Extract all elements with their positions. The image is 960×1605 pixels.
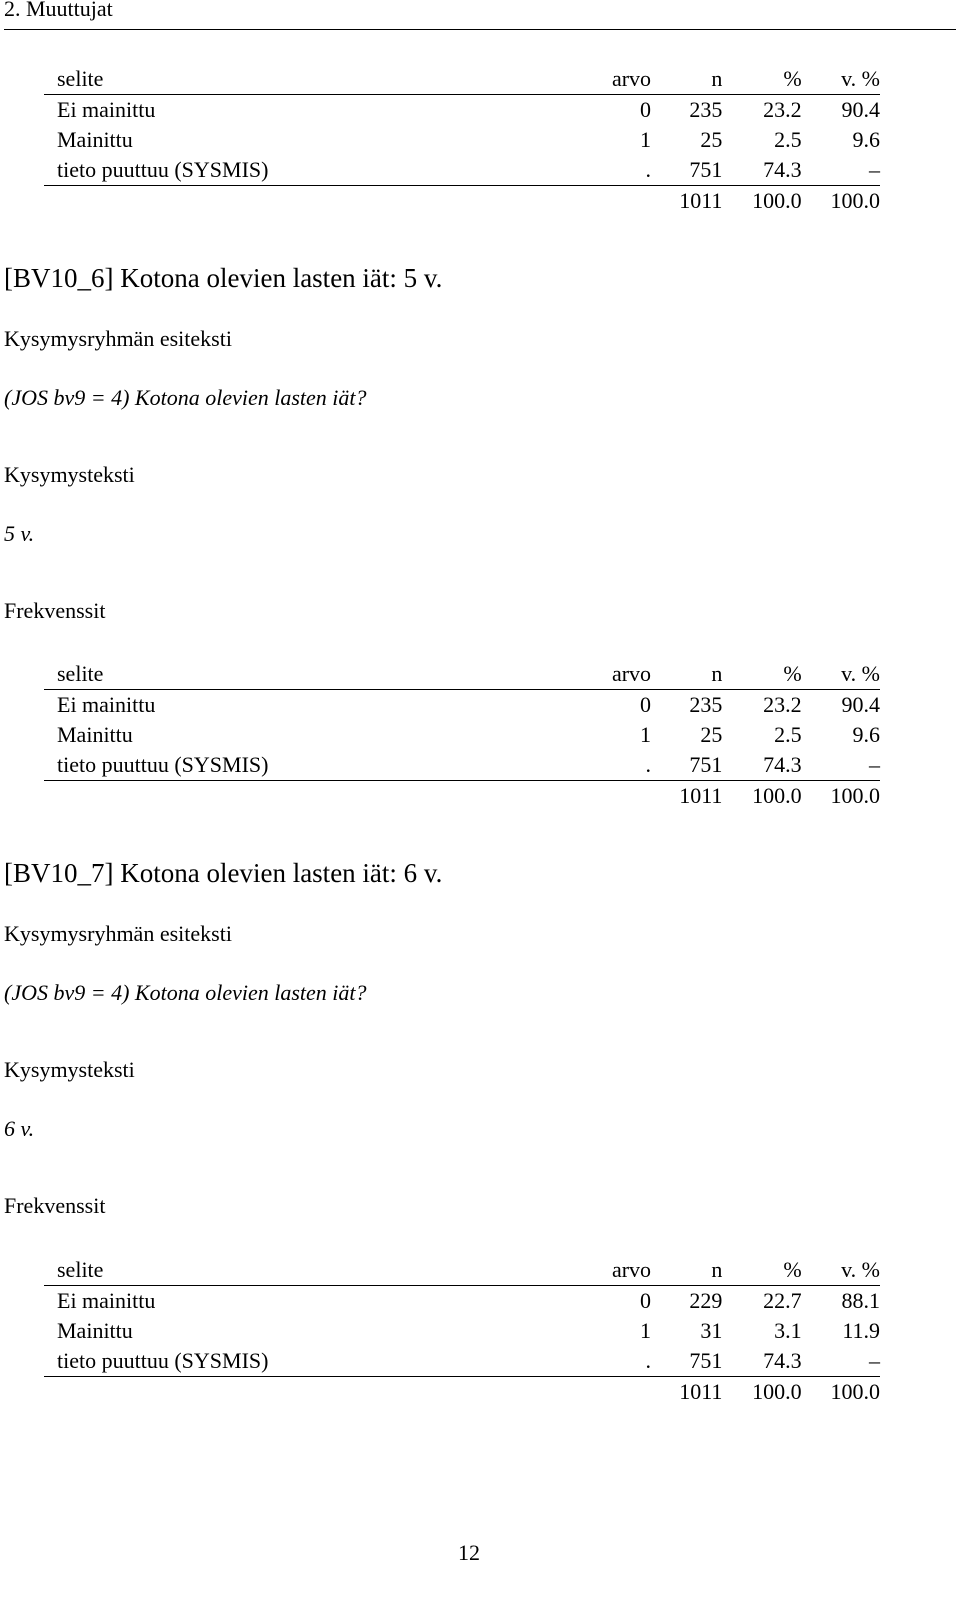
cell-selite: Ei mainittu (57, 97, 156, 122)
cell-total-vpct: 100.0 (830, 783, 880, 808)
cell-total-vpct: 100.0 (830, 1379, 880, 1404)
col-n: n (651, 64, 722, 95)
cell-total-n: 1011 (679, 1379, 723, 1404)
table-row (44, 720, 880, 750)
cell-selite: tieto puuttuu (SYSMIS) (44, 155, 606, 186)
col-vpct: v. % (802, 64, 880, 95)
cell-vpct: 9.6 (852, 127, 880, 152)
table-row (44, 125, 880, 155)
cell-pct: 2.5 (774, 127, 802, 152)
question-text: 6 v. (4, 1116, 35, 1141)
cell-arvo: 1 (640, 127, 652, 152)
col-arvo: arvo (606, 1255, 651, 1286)
cell-total-n: 1011 (679, 188, 723, 213)
cell-n: 25 (700, 127, 723, 152)
cell-selite: tieto puuttuu (SYSMIS) (44, 750, 606, 781)
cell-arvo: 0 (640, 692, 652, 717)
cell-vpct: 90.4 (841, 692, 880, 717)
cell-n: 31 (700, 1318, 723, 1343)
col-pct: % (722, 659, 801, 690)
col-pct: % (722, 64, 801, 95)
cell-selite: Mainittu (57, 127, 133, 152)
group-text: (JOS bv9 = 4) Kotona olevien lasten iät? (4, 385, 367, 410)
cell-total-pct: 100.0 (752, 1379, 802, 1404)
cell-vpct: 90.4 (841, 97, 880, 122)
col-arvo: arvo (606, 659, 651, 690)
cell-selite: Ei mainittu (57, 692, 156, 717)
cell-n: 751 (651, 750, 722, 781)
cell-n: 235 (689, 97, 723, 122)
col-selite: selite (44, 1255, 606, 1286)
cell-arvo: 0 (640, 1288, 652, 1313)
frequencies-heading: Frekvenssit (4, 1193, 106, 1218)
table-row (44, 1316, 880, 1346)
page-header: 2. Muuttujat (4, 0, 113, 21)
table-row (44, 155, 880, 186)
col-n: n (651, 1255, 722, 1286)
cell-n: 751 (651, 1346, 722, 1377)
cell-vpct: – (802, 1346, 880, 1377)
table-row (44, 690, 880, 721)
table-total-row (44, 781, 880, 812)
frequency-table-2 (44, 659, 880, 811)
col-selite: selite (44, 659, 606, 690)
cell-vpct: 88.1 (841, 1288, 880, 1313)
cell-n: 25 (700, 722, 723, 747)
table-header-row (44, 1255, 880, 1286)
table-total-row (44, 1377, 880, 1408)
cell-pct: 74.3 (722, 1346, 801, 1377)
table-row (44, 1286, 880, 1317)
cell-pct: 74.3 (722, 750, 801, 781)
page-number: 12 (458, 1540, 480, 1565)
cell-arvo: . (606, 1346, 651, 1377)
cell-selite: Mainittu (57, 1318, 133, 1343)
cell-vpct: – (802, 155, 880, 186)
cell-selite: Mainittu (57, 722, 133, 747)
cell-pct: 2.5 (774, 722, 802, 747)
cell-selite: Ei mainittu (57, 1288, 156, 1313)
table-header-row (44, 659, 880, 690)
cell-arvo: 0 (640, 97, 652, 122)
cell-vpct: 9.6 (852, 722, 880, 747)
col-arvo: arvo (606, 64, 651, 95)
group-text-heading: Kysymysryhmän esiteksti (4, 326, 232, 351)
header-rule (4, 29, 956, 30)
cell-vpct: – (802, 750, 880, 781)
question-text-heading: Kysymysteksti (4, 462, 135, 487)
cell-arvo: . (606, 750, 651, 781)
cell-total-pct: 100.0 (752, 188, 802, 213)
cell-total-pct: 100.0 (752, 783, 802, 808)
cell-pct: 23.2 (763, 692, 802, 717)
frequency-table-1 (44, 64, 880, 216)
section-title: [BV10_6] Kotona olevien lasten iät: 5 v. (4, 263, 443, 293)
col-vpct: v. % (802, 659, 880, 690)
cell-n: 751 (651, 155, 722, 186)
cell-arvo: . (606, 155, 651, 186)
question-text-heading: Kysymysteksti (4, 1057, 135, 1082)
cell-pct: 23.2 (763, 97, 802, 122)
cell-arvo: 1 (640, 1318, 652, 1343)
col-selite: selite (44, 64, 606, 95)
group-text: (JOS bv9 = 4) Kotona olevien lasten iät? (4, 980, 367, 1005)
cell-total-vpct: 100.0 (830, 188, 880, 213)
cell-pct: 74.3 (722, 155, 801, 186)
cell-pct: 22.7 (763, 1288, 802, 1313)
table-total-row (44, 186, 880, 217)
cell-selite: tieto puuttuu (SYSMIS) (44, 1346, 606, 1377)
cell-n: 229 (689, 1288, 723, 1313)
cell-arvo: 1 (640, 722, 652, 747)
col-vpct: v. % (802, 1255, 880, 1286)
frequencies-heading: Frekvenssit (4, 598, 106, 623)
cell-pct: 3.1 (774, 1318, 802, 1343)
table-row (44, 1346, 880, 1377)
cell-n: 235 (689, 692, 723, 717)
group-text-heading: Kysymysryhmän esiteksti (4, 921, 232, 946)
col-pct: % (722, 1255, 801, 1286)
section-title: [BV10_7] Kotona olevien lasten iät: 6 v. (4, 858, 443, 888)
table-header-row (44, 64, 880, 95)
cell-total-n: 1011 (679, 783, 723, 808)
table-row (44, 95, 880, 126)
cell-vpct: 11.9 (842, 1318, 880, 1343)
frequency-table-3 (44, 1255, 880, 1407)
table-row (44, 750, 880, 781)
question-text: 5 v. (4, 521, 35, 546)
col-n: n (651, 659, 722, 690)
